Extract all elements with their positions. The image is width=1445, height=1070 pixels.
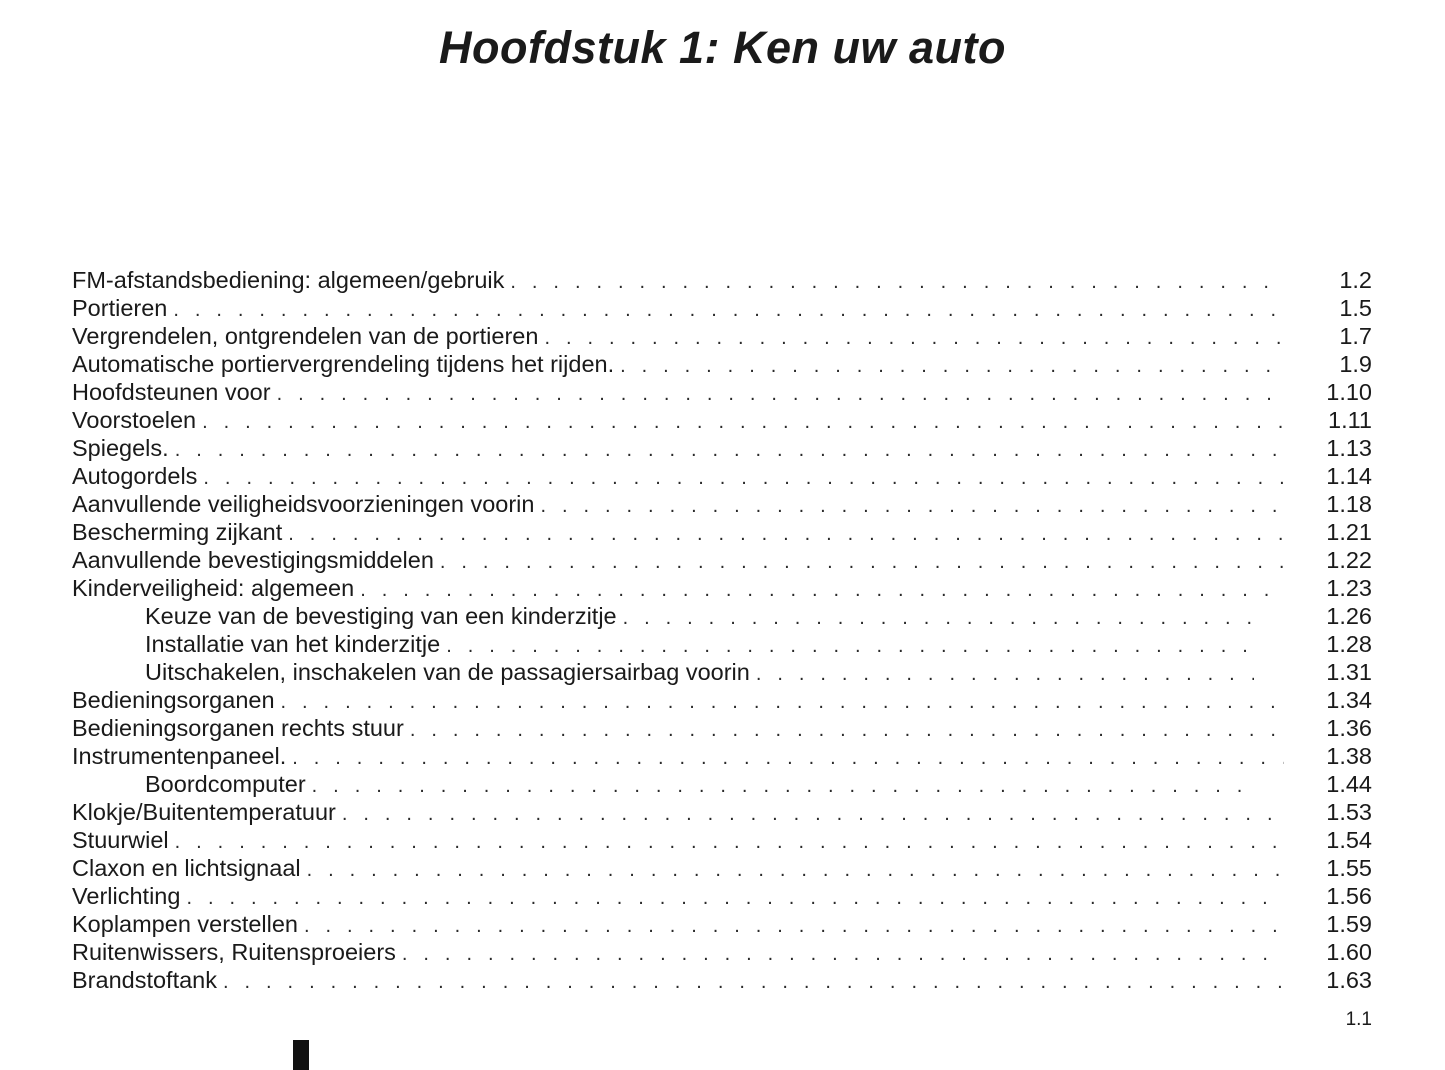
toc-entry-page: 1.31 (1326, 659, 1372, 685)
toc-entry-page: 1.26 (1326, 603, 1372, 629)
toc-entry-label: Aanvullende bevestigingsmiddelen (72, 547, 434, 573)
toc-entry-label: Claxon en lichtsignaal (72, 855, 301, 881)
toc-dot-leader (620, 352, 1284, 378)
toc-dot-leader (173, 296, 1284, 322)
toc-entry-label: Brandstoftank (72, 967, 218, 993)
toc-entry-label: Aanvullende veiligheidsvoorzieningen voorin (72, 491, 535, 517)
toc-dot-leader (410, 716, 1284, 742)
toc-entry[interactable] (72, 434, 1372, 462)
toc-entry-label: Boordcomputer (145, 771, 306, 797)
toc-entry[interactable] (72, 406, 1372, 434)
toc-entry[interactable] (72, 798, 1372, 826)
toc-entry[interactable] (72, 630, 1372, 658)
toc-dot-leader (203, 464, 1284, 490)
toc-dot-leader (281, 688, 1284, 714)
page-number: 1.1 (1345, 1009, 1372, 1030)
toc-dot-leader (402, 940, 1284, 966)
toc-entry-page: 1.36 (1326, 715, 1372, 741)
toc-entry-page: 1.60 (1326, 939, 1372, 965)
toc-entry-page: 1.9 (1339, 351, 1372, 377)
toc-entry[interactable] (72, 490, 1372, 518)
toc-entry[interactable] (72, 574, 1372, 602)
toc-entry-page: 1.5 (1339, 295, 1372, 321)
toc-entry-label: Klokje/Buitentemperatuur (72, 799, 336, 825)
toc-entry-label: Spiegels. (72, 435, 169, 461)
toc-entry-label: Vergrendelen, ontgrendelen van de portieren (72, 323, 539, 349)
toc-entry[interactable] (72, 322, 1372, 350)
toc-dot-leader (277, 380, 1284, 406)
toc-entry-label: Kinderveiligheid: algemeen (72, 575, 355, 601)
toc-entry[interactable] (72, 966, 1372, 994)
toc-entry-page: 1.54 (1326, 827, 1372, 853)
toc-entry[interactable] (72, 938, 1372, 966)
toc-entry-label: Bedieningsorganen rechts stuur (72, 715, 404, 741)
toc-entry-label: FM-afstandsbediening: algemeen/gebruik (72, 267, 505, 293)
toc-entry-label: Instrumentenpaneel. (72, 743, 287, 769)
toc-entry[interactable] (72, 546, 1372, 574)
toc-entry-label: Keuze van de bevestiging van een kinderzitje (145, 603, 617, 629)
toc-entry[interactable] (72, 742, 1372, 770)
toc-entry[interactable] (72, 602, 1372, 630)
toc-entry[interactable] (72, 294, 1372, 322)
toc-entry-page: 1.53 (1326, 799, 1372, 825)
toc-entry[interactable] (72, 686, 1372, 714)
toc-entry[interactable] (72, 882, 1372, 910)
toc-entry-page: 1.22 (1326, 547, 1372, 573)
toc-dot-leader (756, 660, 1254, 686)
toc-entry-page: 1.2 (1339, 267, 1372, 293)
toc-dot-leader (360, 576, 1284, 602)
toc-dot-leader (202, 408, 1284, 434)
toc-dot-leader (446, 632, 1254, 658)
toc-dot-leader (544, 324, 1284, 350)
toc-entry-label: Stuurwiel (72, 827, 169, 853)
toc-entry[interactable] (72, 350, 1372, 378)
chapter-title: Hoofdstuk 1: Ken uw auto (439, 22, 1006, 73)
toc-dot-leader (312, 772, 1254, 798)
toc-dot-leader (540, 492, 1284, 518)
toc-dot-leader (292, 744, 1284, 770)
toc-entry-page: 1.13 (1326, 435, 1372, 461)
toc-entry-page: 1.28 (1326, 631, 1372, 657)
toc-entry-page: 1.10 (1326, 379, 1372, 405)
toc-entry[interactable] (72, 462, 1372, 490)
toc-entry-label: Bescherming zijkant (72, 519, 283, 545)
toc-dot-leader (440, 548, 1284, 574)
toc-entry-page: 1.55 (1326, 855, 1372, 881)
toc-entry[interactable] (72, 910, 1372, 938)
toc-entry-label: Autogordels (72, 463, 198, 489)
toc-entry[interactable] (72, 378, 1372, 406)
toc-entry-label: Hoofdsteunen voor (72, 379, 271, 405)
toc-entry-label: Koplampen verstellen (72, 911, 298, 937)
toc-entry-label: Uitschakelen, inschakelen van de passagiersairbag voorin (145, 659, 750, 685)
toc-entry-page: 1.59 (1326, 911, 1372, 937)
section-marker-tab (293, 1040, 309, 1070)
toc-entry[interactable] (72, 658, 1372, 686)
toc-entry-label: Installatie van het kinderzitje (145, 631, 441, 657)
toc-entry-page: 1.34 (1326, 687, 1372, 713)
toc-entry[interactable] (72, 854, 1372, 882)
toc-entry[interactable] (72, 826, 1372, 854)
toc-entry-page: 1.11 (1328, 407, 1372, 433)
toc-entry-label: Automatische portiervergrendeling tijdens het rijden. (72, 351, 615, 377)
toc-entry-page: 1.23 (1326, 575, 1372, 601)
toc-dot-leader (623, 604, 1254, 630)
toc-entry-page: 1.56 (1326, 883, 1372, 909)
toc-dot-leader (288, 520, 1284, 546)
toc-dot-leader (304, 912, 1284, 938)
toc-entry-page: 1.44 (1326, 771, 1372, 797)
toc-entry-label: Bedieningsorganen (72, 687, 275, 713)
toc-entry-page: 1.18 (1326, 491, 1372, 517)
toc-entry[interactable] (72, 518, 1372, 546)
table-of-contents (72, 266, 1372, 994)
toc-entry-page: 1.7 (1339, 323, 1372, 349)
toc-dot-leader (175, 436, 1284, 462)
toc-entry-page: 1.14 (1326, 463, 1372, 489)
toc-dot-leader (223, 968, 1284, 994)
toc-entry[interactable] (72, 266, 1372, 294)
toc-dot-leader (342, 800, 1284, 826)
toc-entry-page: 1.38 (1326, 743, 1372, 769)
toc-dot-leader (307, 856, 1284, 882)
toc-entry-label: Portieren (72, 295, 168, 321)
toc-entry-label: Ruitenwissers, Ruitensproeiers (72, 939, 396, 965)
toc-entry[interactable] (72, 714, 1372, 742)
toc-entry-label: Verlichting (72, 883, 181, 909)
toc-entry-page: 1.21 (1326, 519, 1372, 545)
toc-dot-leader (510, 268, 1284, 294)
toc-entry-label: Voorstoelen (72, 407, 197, 433)
toc-entry-page: 1.63 (1326, 967, 1372, 993)
toc-entry[interactable] (72, 770, 1372, 798)
toc-dot-leader (175, 828, 1284, 854)
toc-dot-leader (186, 884, 1284, 910)
